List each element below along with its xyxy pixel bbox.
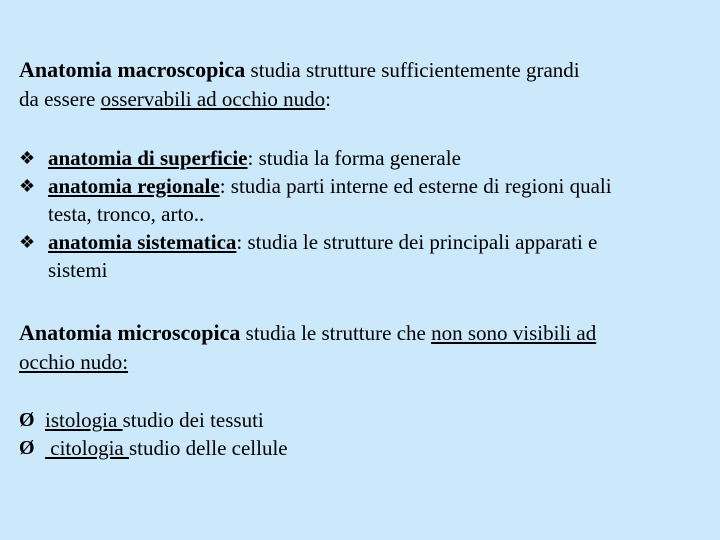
bullet-item-citologia bbox=[19, 434, 709, 462]
microscopic-text-1-pre: studia le strutture che bbox=[240, 321, 432, 345]
bullet-term: citologia bbox=[45, 436, 129, 460]
macroscopic-text-2-post: : bbox=[325, 87, 331, 111]
microscopic-text-1-underlined: non sono visibili ad bbox=[431, 321, 597, 345]
macroscopic-text-2-underlined: osservabili ad occhio nudo bbox=[100, 87, 326, 111]
bullet-continuation: testa, tronco, arto.. bbox=[48, 202, 205, 226]
macroscopic-text-2-pre: da essere bbox=[19, 87, 101, 111]
diamond-dots-icon: ❖ bbox=[19, 232, 36, 252]
bullet-term: istologia bbox=[45, 408, 123, 432]
macroscopic-term: Anatomia macroscopica bbox=[19, 57, 246, 82]
bullet-term: anatomia sistematica bbox=[48, 230, 237, 254]
bullet-continuation: sistemi bbox=[48, 258, 108, 282]
bullet-term: anatomia regionale bbox=[48, 174, 220, 198]
bullet-text: studio dei tessuti bbox=[122, 408, 264, 432]
diamond-dots-icon: ❖ bbox=[19, 176, 36, 196]
microscopic-bullet-list bbox=[19, 406, 709, 462]
bullet-text: : studia le strutture dei principali apparati e bbox=[236, 230, 598, 254]
microscopic-term: Anatomia microscopica bbox=[19, 320, 241, 345]
arrowhead-icon: Ø bbox=[19, 409, 35, 431]
bullet-item-istologia bbox=[19, 406, 709, 434]
microscopic-line-2 bbox=[19, 348, 709, 377]
arrowhead-icon: Ø bbox=[19, 437, 35, 459]
macroscopic-anatomy-paragraph bbox=[19, 55, 709, 114]
bullet-item-superficie bbox=[19, 144, 709, 172]
macroscopic-line-2 bbox=[19, 85, 709, 114]
microscopic-text-2-underlined: occhio nudo: bbox=[19, 350, 129, 374]
macroscopic-line-1 bbox=[19, 55, 709, 85]
microscopic-anatomy-paragraph bbox=[19, 318, 709, 377]
bullet-text: : studia la forma generale bbox=[247, 146, 461, 170]
bullet-text: studio delle cellule bbox=[128, 436, 288, 460]
macroscopic-bullet-list bbox=[19, 144, 709, 284]
bullet-item-sistematica bbox=[19, 228, 709, 284]
bullet-text: : studia parti interne ed esterne di regioni quali bbox=[219, 174, 612, 198]
macroscopic-text-1: studia strutture sufficientemente grandi bbox=[245, 58, 580, 82]
microscopic-line-1 bbox=[19, 318, 709, 348]
bullet-item-regionale bbox=[19, 172, 709, 228]
bullet-term: anatomia di superficie bbox=[48, 146, 248, 170]
diamond-dots-icon: ❖ bbox=[19, 148, 36, 168]
